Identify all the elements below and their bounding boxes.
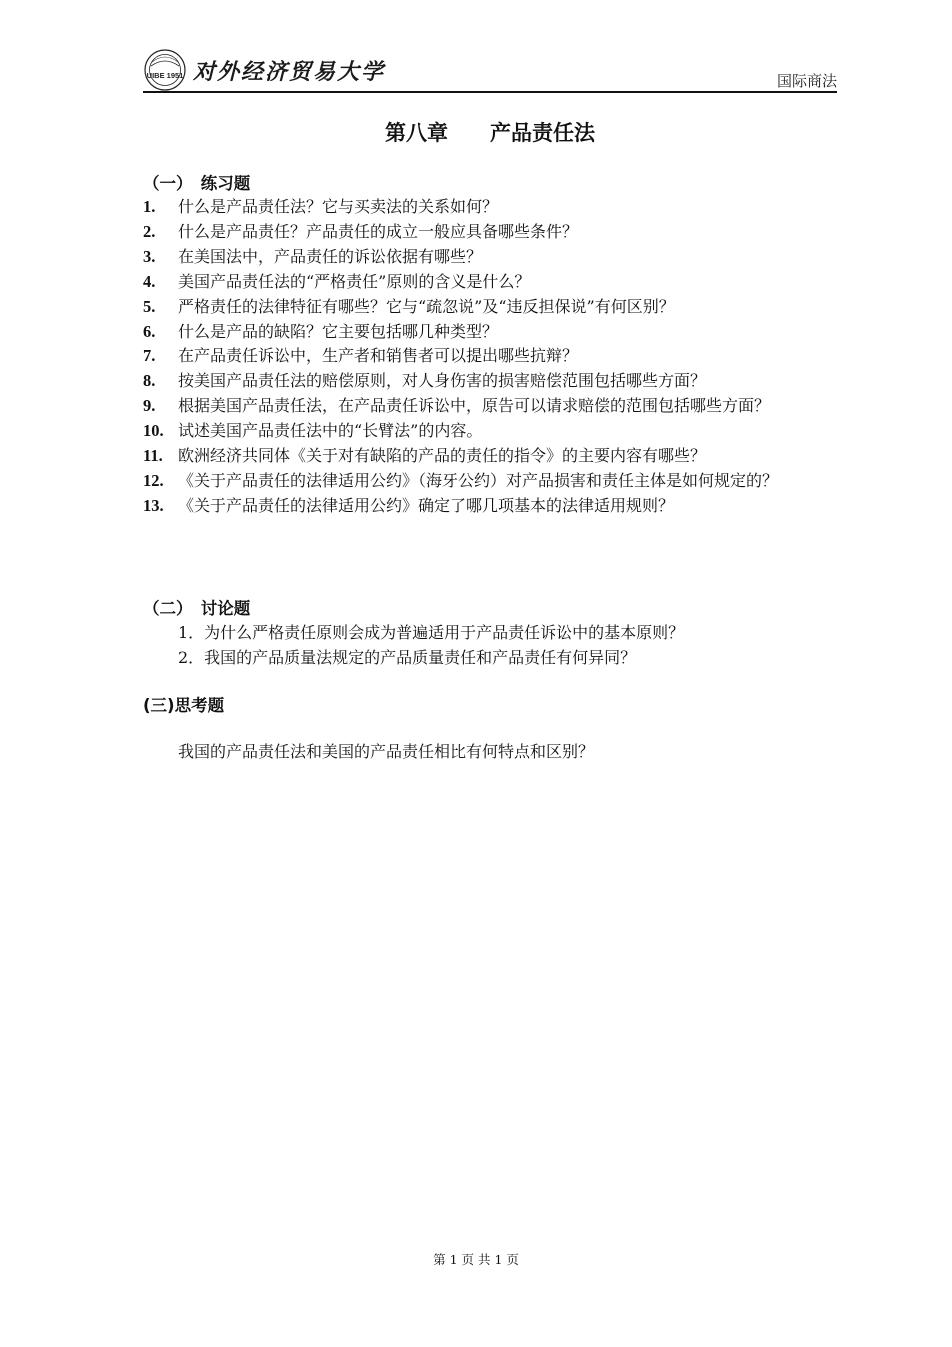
exercise-item	[143, 320, 837, 345]
item-text: 《关于产品责任的法律适用公约》确定了哪几项基本的法律适用规则？	[178, 495, 675, 515]
item-number: 11.	[143, 446, 163, 466]
exercise-item	[143, 394, 837, 419]
exercise-item	[143, 419, 837, 444]
exercise-item	[143, 195, 837, 220]
item-text: 什么是产品责任？产品责任的成立一般应具备哪些条件？	[178, 221, 579, 241]
item-text: 《关于产品责任的法律适用公约》（海牙公约）对产品损害和责任主体是如何规定的？	[178, 470, 779, 490]
exercise-item	[143, 245, 837, 270]
item-number: 12.	[143, 470, 164, 490]
exercise-item	[143, 344, 837, 369]
item-number: 7.	[143, 346, 156, 366]
university-emblem-icon	[143, 48, 187, 92]
item-number: 1.	[143, 197, 156, 216]
item-text: 什么是产品责任法？它与买卖法的关系如何？	[178, 197, 499, 216]
item-number: 10.	[143, 421, 164, 441]
item-number: 5.	[143, 296, 156, 316]
course-label: 国际商法	[776, 73, 837, 90]
item-number: 6.	[143, 321, 156, 341]
item-number: 13.	[143, 495, 164, 515]
exercise-item	[143, 444, 837, 469]
item-text: 按美国产品责任法的赔偿原则，对人身伤害的损害赔偿范围包括哪些方面？	[178, 371, 707, 391]
item-text: 在美国法中，产品责任的诉讼依据有哪些？	[178, 246, 483, 266]
section-title-discussion: （二） 讨论题	[143, 599, 251, 618]
exercise-list	[143, 195, 837, 519]
exercise-item	[143, 270, 837, 295]
exercise-item	[143, 469, 837, 494]
item-number: 3.	[143, 246, 156, 266]
discussion-list	[178, 620, 838, 670]
page-footer: 第 1 页 共 1 页	[433, 1252, 519, 1267]
item-text: 欧洲经济共同体《关于对有缺陷的产品的责任的指令》的主要内容有哪些？	[178, 446, 707, 466]
item-number: 8.	[143, 371, 156, 391]
item-number: 4.	[143, 271, 156, 291]
exercise-item	[143, 369, 837, 394]
thinking-question: 我国的产品责任法和美国的产品责任相比有何特点和区别？	[178, 742, 595, 761]
section-title-thinking: (三)思考题	[143, 696, 225, 715]
section-title-exercises: （一） 练习题	[143, 174, 251, 193]
university-logo	[143, 40, 385, 92]
item-number: 2.	[143, 221, 156, 241]
exercise-item	[143, 295, 837, 320]
item-text: 美国产品责任法的“严格责任”原则的含义是什么？	[178, 271, 531, 291]
item-number: 9.	[143, 396, 156, 416]
header-divider	[143, 91, 837, 93]
item-text: 什么是产品的缺陷？它主要包括哪几种类型？	[178, 321, 499, 341]
page-header	[143, 40, 837, 96]
item-text: 严格责任的法律特征有哪些？它与“疏忽说”及“违反担保说”有何区别？	[178, 296, 675, 316]
emblem-text: UIBE 1951	[146, 71, 184, 80]
item-text: 试述美国产品责任法中的“长臂法”的内容。	[178, 421, 483, 441]
chapter-title: 第八章 产品责任法	[385, 121, 595, 145]
item-text: 根据美国产品责任法，在产品责任诉讼中，原告可以请求赔偿的范围包括哪些方面？	[178, 396, 771, 416]
exercise-item	[143, 220, 837, 245]
exercise-item	[143, 494, 837, 519]
university-name: 对外经济贸易大学	[193, 59, 386, 85]
item-text: 在产品责任诉讼中，生产者和销售者可以提出哪些抗辩？	[178, 346, 579, 366]
discussion-item: 1．为什么严格责任原则会成为普遍适用于产品责任诉讼中的基本原则？	[178, 623, 685, 642]
discussion-item: 2．我国的产品质量法规定的产品质量责任和产品责任有何异同？	[178, 648, 637, 667]
